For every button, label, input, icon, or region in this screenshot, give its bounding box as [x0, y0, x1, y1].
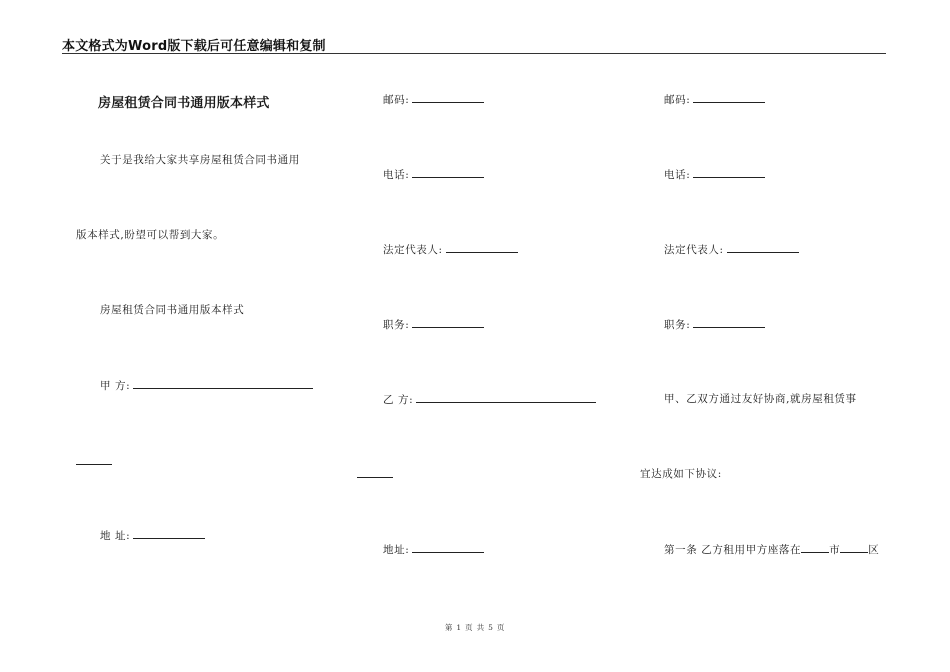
party-a-blank-continued[interactable]	[76, 464, 112, 465]
party-b-label: 乙 方:	[383, 394, 414, 406]
position-label: 职务:	[664, 319, 691, 331]
intro-line-2: 版本样式,盼望可以帮到大家。	[76, 229, 225, 241]
position-row	[664, 317, 765, 332]
district-blank[interactable]	[840, 542, 868, 553]
position-label: 职务:	[383, 319, 410, 331]
column-2	[357, 0, 627, 672]
address-label: 地 址:	[100, 530, 131, 542]
position-blank[interactable]	[412, 317, 484, 328]
address-row	[100, 528, 205, 543]
city-blank[interactable]	[801, 542, 829, 553]
postcode-blank[interactable]	[412, 92, 484, 103]
position-blank[interactable]	[693, 317, 765, 328]
legal-rep-label: 法定代表人:	[664, 244, 724, 256]
district-label: 区	[868, 544, 880, 556]
article-1-prefix: 第一条 乙方租用甲方座落在	[664, 544, 802, 556]
subtitle: 房屋租赁合同书通用版本样式	[100, 304, 245, 316]
address-blank[interactable]	[412, 542, 484, 553]
postcode-row	[664, 92, 765, 107]
legal-rep-row	[383, 242, 518, 257]
party-b-blank-continued[interactable]	[357, 477, 393, 478]
postcode-label: 邮码:	[664, 94, 691, 106]
agreement-line-1: 甲、乙双方通过友好协商,就房屋租赁事	[664, 393, 857, 405]
city-label: 市	[829, 544, 841, 556]
phone-label: 电话:	[664, 169, 691, 181]
phone-blank[interactable]	[693, 167, 765, 178]
postcode-label: 邮码:	[383, 94, 410, 106]
party-b-blank[interactable]	[416, 392, 596, 403]
address-label: 地址:	[383, 544, 410, 556]
article-1-row	[664, 542, 879, 557]
phone-blank[interactable]	[412, 167, 484, 178]
party-b-row	[383, 392, 596, 407]
postcode-row	[383, 92, 484, 107]
party-a-row	[100, 378, 313, 393]
agreement-line-2: 宜达成如下协议:	[640, 468, 722, 480]
legal-rep-row	[664, 242, 799, 257]
legal-rep-blank[interactable]	[446, 242, 518, 253]
intro-line-1: 关于是我给大家共享房屋租赁合同书通用	[100, 154, 300, 166]
page-footer: 第 1 页 共 5 页	[444, 623, 506, 632]
column-1	[76, 0, 336, 672]
party-a-blank[interactable]	[133, 378, 313, 389]
document-title: 房屋租赁合同书通用版本样式	[98, 96, 270, 111]
address-row	[383, 542, 484, 557]
address-blank[interactable]	[133, 528, 205, 539]
postcode-blank[interactable]	[693, 92, 765, 103]
legal-rep-blank[interactable]	[727, 242, 799, 253]
legal-rep-label: 法定代表人:	[383, 244, 443, 256]
party-a-label: 甲 方:	[100, 380, 131, 392]
column-3	[640, 0, 890, 672]
header-text: 本文格式为Word版下载后可任意编辑和复制	[62, 39, 326, 54]
phone-row	[383, 167, 484, 182]
phone-row	[664, 167, 765, 182]
phone-label: 电话:	[383, 169, 410, 181]
position-row	[383, 317, 484, 332]
